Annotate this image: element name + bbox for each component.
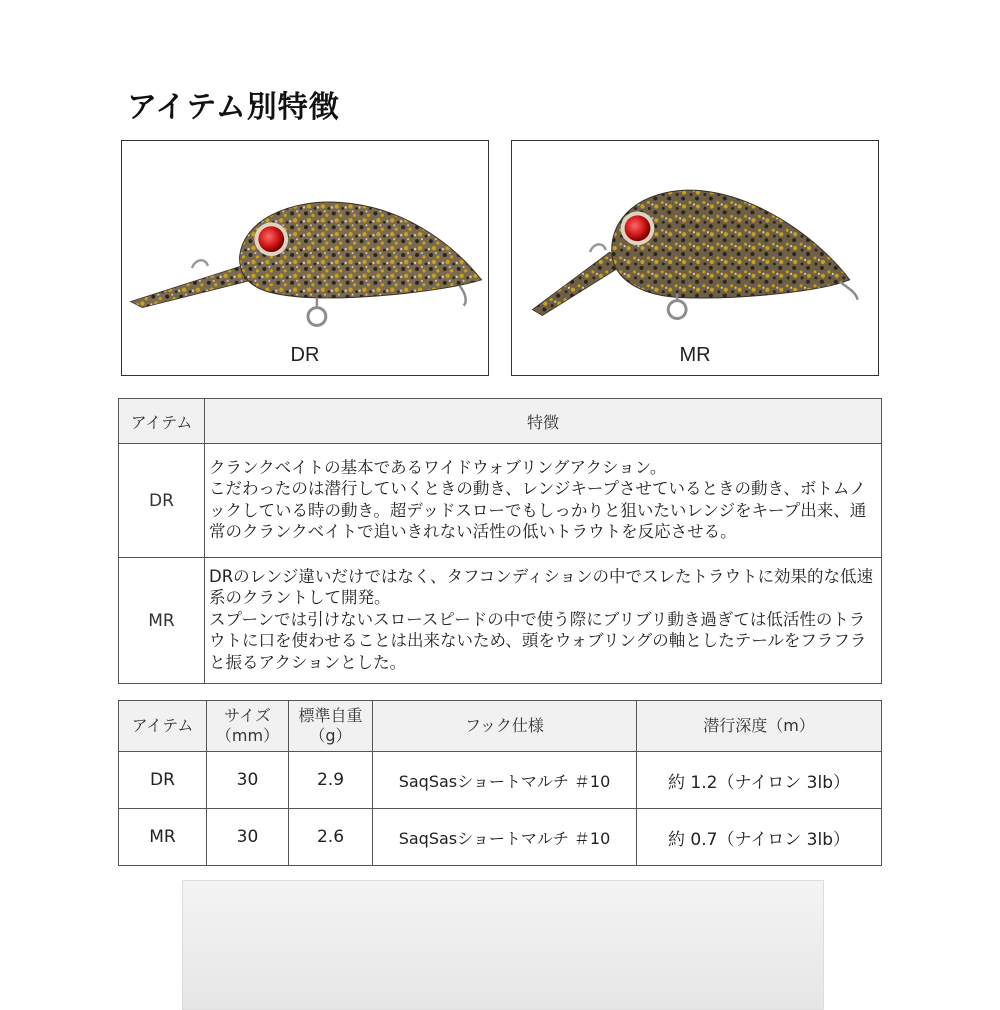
- specs-hook: SaqSasショートマルチ ＃10: [373, 809, 637, 866]
- features-desc-dr: [205, 444, 882, 558]
- table-row: [119, 809, 882, 866]
- product-photo-dr: [121, 140, 489, 376]
- specs-table: [118, 700, 882, 866]
- photo-caption-dr: DR: [290, 344, 320, 366]
- specs-header-item: アイテム: [119, 701, 207, 752]
- specs-header-weight-line2: （g）: [309, 726, 352, 745]
- specs-header-weight-line1: 標準自重: [298, 706, 363, 725]
- features-header-description: 特徴: [205, 399, 882, 444]
- features-desc-line: クランクベイトの基本であるワイドウォブリングアクション。: [209, 457, 667, 477]
- section-title: アイテム別特徴: [127, 90, 340, 125]
- specs-size: 30: [207, 752, 289, 809]
- features-desc-mr: [205, 558, 882, 684]
- lure-image-dr: [122, 141, 488, 375]
- features-header-row: [119, 399, 882, 444]
- specs-header-weight: [289, 701, 373, 752]
- table-row: [119, 444, 882, 558]
- features-desc-line: こだわったのは潜行していくときの動き、レンジキープさせているときの動き、ボトムノックしている時の動き。超デッドスローでもしっかりと狙いたいレンジをキープ出来、通常のクランクベイトで追いきれない活性の低いトラウトを反応させる。: [209, 479, 867, 541]
- specs-header-hook: フック仕様: [373, 701, 637, 752]
- photo-caption-mr: MR: [679, 344, 711, 366]
- specs-item: DR: [119, 752, 207, 809]
- specs-header-row: [119, 701, 882, 752]
- specs-size: 30: [207, 809, 289, 866]
- specs-depth: 約 1.2（ナイロン 3lb）: [637, 752, 882, 809]
- specs-item: MR: [119, 809, 207, 866]
- features-table: [118, 398, 882, 684]
- specs-header-depth: 潜行深度（m）: [637, 701, 882, 752]
- package-image-partial: [182, 880, 824, 1010]
- specs-header-size: [207, 701, 289, 752]
- features-header-item: アイテム: [119, 399, 205, 444]
- specs-weight: 2.6: [289, 809, 373, 866]
- features-item-mr: MR: [119, 558, 205, 684]
- features-desc-line: DRのレンジ違いだけではなく、タフコンディションの中でスレたトラウトに効果的な低速系のクラントして開発。: [209, 566, 874, 608]
- specs-weight: 2.9: [289, 752, 373, 809]
- table-row: [119, 558, 882, 684]
- features-item-dr: DR: [119, 444, 205, 558]
- specs-header-size-line1: サイズ: [224, 706, 271, 725]
- lure-image-mr: [512, 141, 878, 375]
- specs-hook: SaqSasショートマルチ ＃10: [373, 752, 637, 809]
- table-row: [119, 752, 882, 809]
- product-photo-mr: [511, 140, 879, 376]
- features-desc-line: スプーンでは引けないスロースピードの中で使う際にブリブリ動き過ぎては低活性のトラウトに口を使わせることは出来ないため、頭をウォブリングの軸としたテールをフラフラと振るアクションとした。: [209, 609, 867, 672]
- specs-header-size-line2: （mm）: [215, 726, 280, 745]
- specs-depth: 約 0.7（ナイロン 3lb）: [637, 809, 882, 866]
